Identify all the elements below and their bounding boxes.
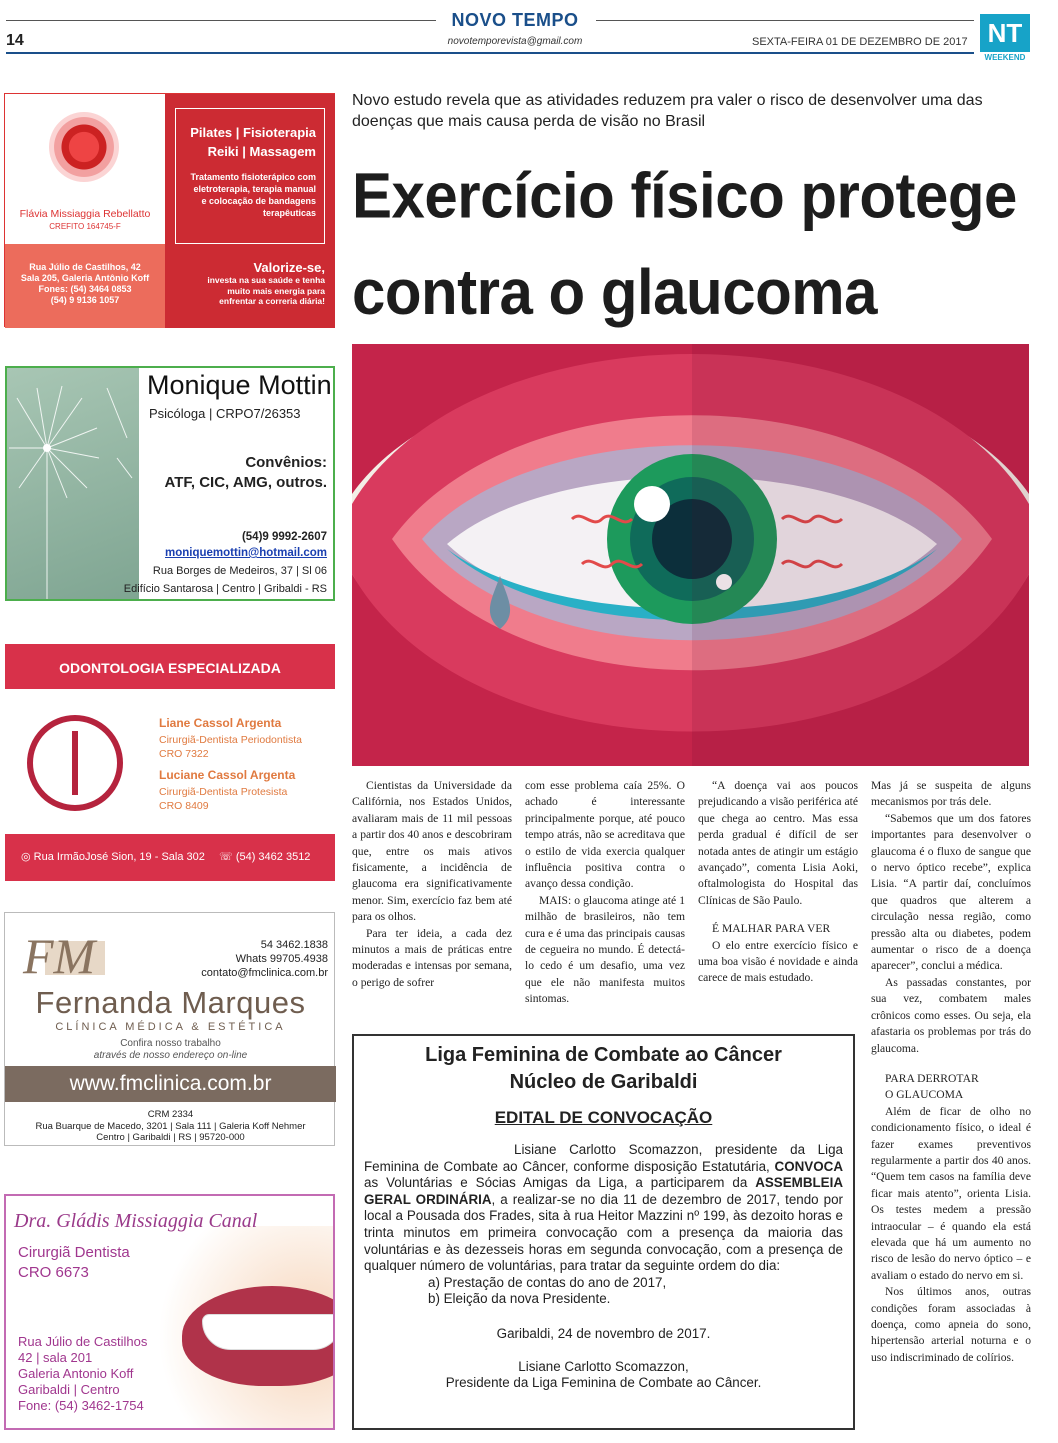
- fm-confira-1: Confira nosso trabalho: [120, 1038, 221, 1049]
- ad-psicologa: [5, 366, 335, 601]
- ad-pilates-crefito: CREFITO 164745-F: [49, 222, 121, 231]
- address-line: Fones: (54) 3464 0853: [38, 284, 132, 294]
- ad-pilates: [4, 93, 335, 327]
- edital-place-date: Garibaldi, 24 de novembro de 2017.: [496, 1325, 711, 1341]
- edital-body: [364, 1142, 843, 1308]
- eye-illustration: [352, 344, 1029, 766]
- logo-subtext: WEEKEND: [980, 52, 1030, 64]
- address-line: Sala 205, Galeria Antônio Koff: [20, 273, 150, 283]
- odonto-p1-name: Liane Cassol Argenta: [159, 716, 282, 730]
- odonto-p1-role: Cirurgiã-Dentista Periodontista: [159, 734, 302, 746]
- odonto-p2-name: Luciane Cassol Argenta: [159, 768, 296, 782]
- slogan-title: Valorize-se,: [253, 260, 325, 275]
- fm-monogram: FM: [23, 928, 96, 984]
- desc-line: Tratamento fisioterápico com: [190, 172, 316, 182]
- desc-line: e colocação de bandagens: [201, 196, 316, 206]
- lotus-logo-icon: [49, 112, 119, 182]
- fm-address-1: Rua Buarque de Macedo, 3201 | Sala 111 | Galeria Koff Nehmer: [35, 1121, 306, 1132]
- subheading: O GLAUCOMA: [885, 1088, 964, 1102]
- psicologa-address-1: Rua Borges de Medeiros, 37 | Sl 06: [152, 565, 327, 577]
- services-description: [184, 171, 316, 219]
- fm-confira-2: através de nosso endereço on-line: [93, 1050, 248, 1061]
- fm-address-2: Centro | Garibaldi | RS | 95720-000: [96, 1132, 245, 1143]
- odonto-header: ODONTOLOGIA ESPECIALIZADA: [5, 644, 335, 689]
- fm-email: contato@fmclinica.com.br: [201, 967, 328, 979]
- fm-url[interactable]: www.fmclinica.com.br: [5, 1066, 336, 1102]
- odonto-phone: [219, 850, 310, 863]
- article-column-4: [871, 778, 1031, 1366]
- ad-pilates-address: [5, 244, 165, 328]
- dentista-role: Cirurgiã Dentista: [18, 1244, 130, 1261]
- article-column-3: [698, 778, 858, 987]
- caduceus-icon: [27, 715, 123, 811]
- edital-box: [352, 1034, 855, 1430]
- paragraph: As passadas constantes, por sua vez, combatem males crônicos como esses. Ou seja, ela afastaria os problemas por trás do glaucoma.: [871, 975, 1031, 1055]
- desc-line: eletroterapia, terapia manual: [193, 184, 316, 194]
- slogan-line: muito mais energia para: [227, 285, 325, 296]
- paragraph: com esse problema caía 25%. O achado é interessante principalmente porque, até pouco tempo atrás, não se acreditava que o estilo de vida exercia qualquer influência positiva contra o avanço dessa condição.: [525, 779, 685, 891]
- edital-text: , a realizar-se no dia 11 de dezembro de 2017, tendo por local a Pousada dos Frades, sita à rua Heitor Mazzini nº 199, às dezoito horas e trinta minutos em primeira convocação com a presença da maioria das voluntárias e às dezesseis horas em segunda convocação, com a presença de qualquer número de voluntárias, para tratar da seguinte ordem do dia:: [364, 1191, 843, 1274]
- slogan-line: enfrentar a correria diária!: [219, 296, 325, 306]
- paragraph: Para ter ideia, a cada dez minutos a mais de práticas entre moderadas e intensas por semana, o perigo de sofrer: [352, 926, 512, 989]
- fm-subtitle: CLÍNICA MÉDICA & ESTÉTICA: [55, 1021, 286, 1033]
- address-line: Rua Júlio de Castilhos, 42: [29, 262, 141, 272]
- agenda-item: a) Prestação de contas do ano de 2017,: [428, 1274, 667, 1290]
- paragraph: Nos últimos anos, outras condições foram associadas à doença, como apneia do sono, hipertensão arterial noturna e o uso indiscriminado de colírios.: [871, 1285, 1031, 1364]
- article-headline: [352, 148, 1042, 341]
- paragraph: Cientistas da Universidade da Califórnia, nos Estados Unidos, avaliaram mais de 11 mil pessoas a partir dos 40 anos e descobriram que, entre os mais ativos fisicamente, a incidência de glaucoma era significativamente menor. Sim, exercício faz bem até para os olhos.: [352, 779, 512, 924]
- services-line-1: Pilates | Fisioterapia: [190, 125, 316, 140]
- edital-bold: ASSEMBLEIA GERAL ORDINÁRIA: [364, 1175, 843, 1207]
- psicologa-role: Psicóloga | CRPO7/26353: [149, 406, 301, 421]
- psicologa-phone: (54)9 9992-2607: [241, 531, 327, 543]
- ad-fm-clinica: [4, 912, 335, 1146]
- fm-name: Fernanda Marques: [35, 985, 306, 1020]
- paragraph: “Sabemos que um dos fatores importantes para desenvolver o glaucoma é o fluxo de sangue que o nervo óptico recebe”, explica Lisia. “A partir daí, concluímos que quadros que alterem a circulação nessa região, como pressão alta ou diabetes, podem aumentar o risco de a doença aparecer”, conclui a médica.: [871, 811, 1031, 973]
- article-column-2: [525, 778, 685, 1008]
- convenios-label: Convênios:: [245, 454, 327, 471]
- dentista-phone: Fone: (54) 3462-1754: [18, 1398, 144, 1413]
- paragraph: Mas já se suspeita de alguns mecanismos por trás dele.: [871, 779, 1031, 809]
- edital-text: Lisiane Carlotto Scomazzon, presidente da Liga Feminina de Combate ao Câncer, conforme disposição Estatutária,: [364, 1142, 843, 1174]
- logo-text: NT: [987, 18, 1023, 48]
- phone-icon: ☏: [219, 851, 236, 863]
- ad-pilates-brand: [5, 94, 165, 244]
- fm-crm: CRM 2334: [147, 1109, 194, 1120]
- dentista-cro: CRO 6673: [18, 1264, 89, 1281]
- services-box: [175, 108, 325, 244]
- edital-signature-2: Presidente da Liga Feminina de Combate ao Câncer.: [445, 1375, 762, 1391]
- publication-email: novotemporevista@gmail.com: [447, 36, 583, 47]
- header-rule-right: [596, 20, 974, 21]
- dentista-name: Dra. Gládis Missiaggia Canal: [14, 1210, 258, 1232]
- paragraph: MAIS: o glaucoma atinge até 1 milhão de brasileiros, não tem cura e é uma das principais causas de cegueira no mundo. É detectá-lo cedo é um desafio, uma vez que ele não manifesta muitos sintomas.: [525, 893, 685, 1006]
- slogan-line: investa na sua saúde e tenha: [207, 275, 325, 285]
- header-rule-left: [6, 20, 436, 21]
- edital-bold: CONVOCA: [774, 1158, 843, 1174]
- paragraph: O elo entre exercício físico e uma boa visão é novidade e ainda carece de mais estudado.: [698, 938, 858, 985]
- edital-signature-1: Lisiane Carlotto Scomazzon,: [518, 1358, 689, 1374]
- nt-logo: [980, 14, 1030, 64]
- ad-pilates-name: Flávia Missiaggia Rebellatto: [19, 208, 151, 220]
- convenios-list: ATF, CIC, AMG, outros.: [164, 474, 327, 491]
- odonto-p1-cro: CRO 7322: [159, 748, 209, 760]
- teeth-image: [202, 1314, 335, 1350]
- agenda-item: b) Eleição da nova Presidente.: [428, 1291, 611, 1307]
- slogan: [207, 260, 325, 307]
- edital-title-2: Núcleo de Garibaldi: [509, 1071, 698, 1093]
- desc-line: terapêuticas: [262, 208, 316, 218]
- headline-line-1: Exercício físico protege: [352, 159, 1017, 232]
- odonto-p2-cro: CRO 8409: [159, 800, 209, 812]
- odonto-address-text: Rua IrmãoJosé Sion, 19 - Sala 302: [33, 851, 205, 863]
- publication-title: NOVO TEMPO: [451, 10, 579, 30]
- paragraph: Além de ficar de olho no condicionamento físico, o ideal é fazer exames preventivos regularmente a partir dos 40 anos. “Quem tem casos na família deve ficar mais atento”, orienta Lisia. Os testes medem a pressão intraocular – é quando ela está elevada que há um aumento no risco de lesão do nervo óptico – e avaliam o estado do nervo em si.: [871, 1104, 1031, 1282]
- dentista-address-line: Rua Júlio de Castilhos: [18, 1334, 148, 1349]
- dandelion-image: [7, 368, 139, 599]
- address-line: (54) 9 9136 1057: [50, 295, 120, 305]
- psicologa-address-2: Edifício Santarosa | Centro | Gribaldi - RS: [123, 583, 327, 595]
- odonto-p2-role: Cirurgiã-Dentista Protesista: [159, 786, 288, 798]
- dentista-address-line: Garibaldi | Centro: [18, 1382, 120, 1397]
- psicologa-email[interactable]: moniquemottin@hotmail.com: [165, 547, 327, 559]
- odonto-p2-details: [159, 785, 287, 813]
- headline-line-2: contra o glaucoma: [352, 256, 877, 328]
- page-number: 14: [6, 32, 24, 49]
- location-pin-icon: ◎: [21, 851, 34, 863]
- edital-text: as Voluntárias e Sócias Amigas da Liga, a participarem da: [364, 1175, 756, 1191]
- ad-dentista: [4, 1194, 335, 1430]
- ad-pilates-services: [165, 94, 335, 328]
- dentista-address-line: 42 | sala 201: [18, 1350, 93, 1365]
- subheading: É MALHAR PARA VER: [712, 922, 831, 936]
- header-rule-bottom: [6, 52, 974, 54]
- odonto-p1-details: [159, 733, 302, 761]
- dentista-address-line: Galeria Antonio Koff: [18, 1366, 134, 1381]
- ad-odontologia: [5, 644, 335, 881]
- article-column-1: [352, 778, 512, 991]
- fm-phone: 54 3462.1838: [260, 939, 328, 951]
- fm-whats: Whats 99705.4938: [235, 953, 328, 965]
- article-kicker: Novo estudo revela que as atividades reduzem pra valer o risco de desenvolver uma das doenças que mais causa perda de visão no Brasil: [352, 92, 983, 130]
- edital-title-3: EDITAL DE CONVOCAÇÃO: [494, 1108, 713, 1127]
- paragraph: “A doença vai aos poucos prejudicando a visão periférica até que chega ao centro. Mas essa perda gradual é difícil de ser notada antes de atingir um estágio avançado”, comenta Lisia Aoki, oftalmologista do Hospital das Clínicas de São Paulo.: [698, 779, 858, 907]
- subheading: PARA DERROTAR: [885, 1071, 979, 1085]
- odonto-phone-text: (54) 3462 3512: [235, 851, 311, 863]
- psicologa-name: Monique Mottin: [147, 370, 332, 400]
- odonto-address: [21, 850, 205, 863]
- odonto-footer: [5, 834, 335, 881]
- publication-date: SEXTA-FEIRA 01 DE DEZEMBRO DE 2017: [752, 36, 968, 48]
- edital-title-1: Liga Feminina de Combate ao Câncer: [425, 1044, 782, 1066]
- services-line-2: Reiki | Massagem: [207, 144, 316, 159]
